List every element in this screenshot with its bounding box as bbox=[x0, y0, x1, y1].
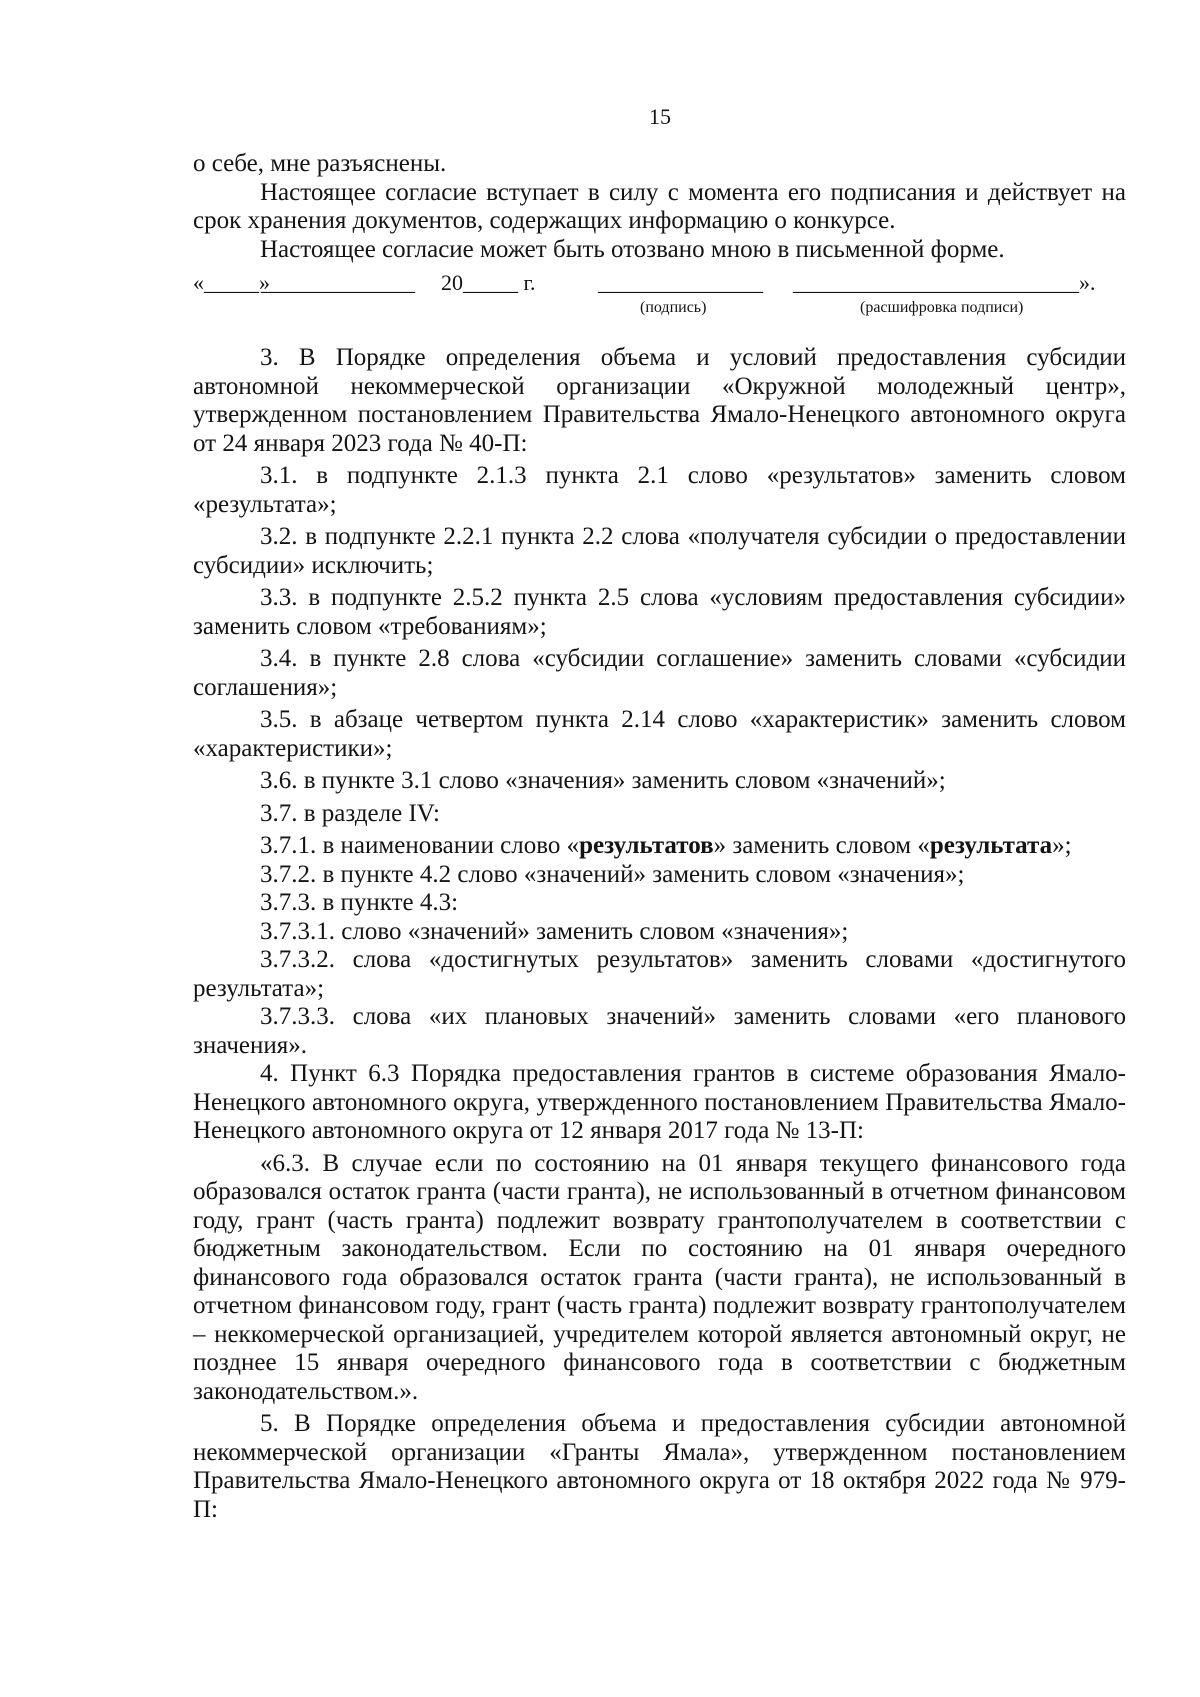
paragraph-3-1: 3.1. в подпункте 2.1.3 пункта 2.1 слово «результатов» заменить словом «результата»; bbox=[193, 462, 1126, 518]
paragraph-3-5: 3.5. в абзаце четвертом пункта 2.14 слово «характеристик» заменить словом «характеристики»; bbox=[193, 706, 1126, 762]
paragraph-3-7-3-2: 3.7.3.2. слова «достигнутых результатов» заменить словами «достигнутого результата»; bbox=[193, 946, 1126, 1002]
paragraph: о себе, мне разъяснены. bbox=[193, 150, 447, 177]
bold-term: результатов bbox=[579, 832, 714, 859]
paragraph-5: 5. В Порядке определения объема и предоставления субсидии автономной некоммерческой организации «Гранты Ямала», утвержденном постановлением Правительства Ямало-Ненецкого автономного округа от 18 октября 2022 года № 979-П: bbox=[193, 1410, 1126, 1523]
paragraph: Настоящее согласие вступает в силу с момента его подписания и действует на срок хранения документов, содержащих информацию о конкурсе. bbox=[193, 178, 1126, 234]
signature-caption: (подпись) bbox=[640, 299, 707, 316]
date-year-blank: 20_____ г. bbox=[441, 270, 536, 295]
paragraph-3: 3. В Порядке определения объема и условий предоставления субсидии автономной некоммерческой организации «Окружной молодежный центр», утвержденном постановлением Правительства Ямало-Ненецкого автономного округа от 24 января 2023 года № 40-П: bbox=[193, 344, 1126, 457]
paragraph-3-3: 3.3. в подпункте 2.5.2 пункта 2.5 слова «условиям предоставления субсидии» заменить словом «требованиям»; bbox=[193, 584, 1126, 640]
signature-block bbox=[193, 264, 1126, 344]
text-run: 3.7.1. в наименовании слово « bbox=[260, 832, 580, 859]
paragraph-3-7-1 bbox=[193, 832, 1126, 861]
paragraph: Настоящее согласие может быть отозвано мною в письменной форме. bbox=[260, 235, 1005, 263]
text-run: » заменить словом « bbox=[713, 832, 930, 859]
paragraph-3-7-3-3: 3.7.3.3. слова «их плановых значений» заменить словами «его планового значения». bbox=[193, 1003, 1126, 1059]
signature-decode-caption: (расшифровка подписи) bbox=[860, 299, 1024, 316]
paragraph-3-4: 3.4. в пункте 2.8 слова «субсидии соглашение» заменить словами «субсидии соглашения»; bbox=[193, 645, 1126, 701]
page-number: 15 bbox=[649, 104, 671, 129]
paragraph-3-7-2: 3.7.2. в пункте 4.2 слово «значений» заменить словом «значения»; bbox=[260, 860, 965, 888]
paragraph-3-7: 3.7. в разделе IV: bbox=[260, 799, 440, 827]
paragraph-4-quote: «6.3. В случае если по состоянию на 01 января текущего финансового года образовался остаток гранта (части гранта), не использованный в отчетном финансовом году, грант (часть гранта) подлежит возврату грантополучателем в соответствии с бюджетным законодательством. Если по состоянию на 01 января очередного финансового года образовался остаток гранта (части гранта), не использованный в отчетном финансовом году, грант (часть гранта) подлежит возврату грантополучателем – неккомерческой организацией, учредителем которой является автономный округ, не позднее 15 января очередного финансового года в соответствии с бюджетным законодательством.». bbox=[193, 1149, 1126, 1405]
date-day-blank: «_____» bbox=[193, 270, 270, 295]
paragraph-4: 4. Пункт 6.3 Порядка предоставления грантов в системе образования Ямало-Ненецкого автономного округа, утвержденного постановлением Правительства Ямало-Ненецкого автономного округа от 12 января 2017 года № 13-П: bbox=[193, 1060, 1126, 1144]
signature-blank: _______________ bbox=[598, 270, 763, 295]
document-body bbox=[193, 150, 1126, 1524]
text-run: »; bbox=[1052, 832, 1072, 859]
date-month-blank: ______________ bbox=[261, 270, 415, 295]
paragraph-3-7-3-1: 3.7.3.1. слово «значений» заменить словом «значения»; bbox=[260, 917, 849, 945]
signature-decode-blank: __________________________». bbox=[793, 270, 1096, 295]
paragraph-3-7-3: 3.7.3. в пункте 4.3: bbox=[260, 889, 459, 916]
paragraph-3-6: 3.6. в пункте 3.1 слово «значения» заменить словом «значений»; bbox=[260, 767, 946, 794]
bold-term: результата bbox=[929, 832, 1053, 859]
signature-line bbox=[193, 268, 1126, 298]
paragraph-3-2: 3.2. в подпункте 2.2.1 пункта 2.2 слова «получателя субсидии о предоставлении субсидии» исключить; bbox=[193, 523, 1126, 579]
